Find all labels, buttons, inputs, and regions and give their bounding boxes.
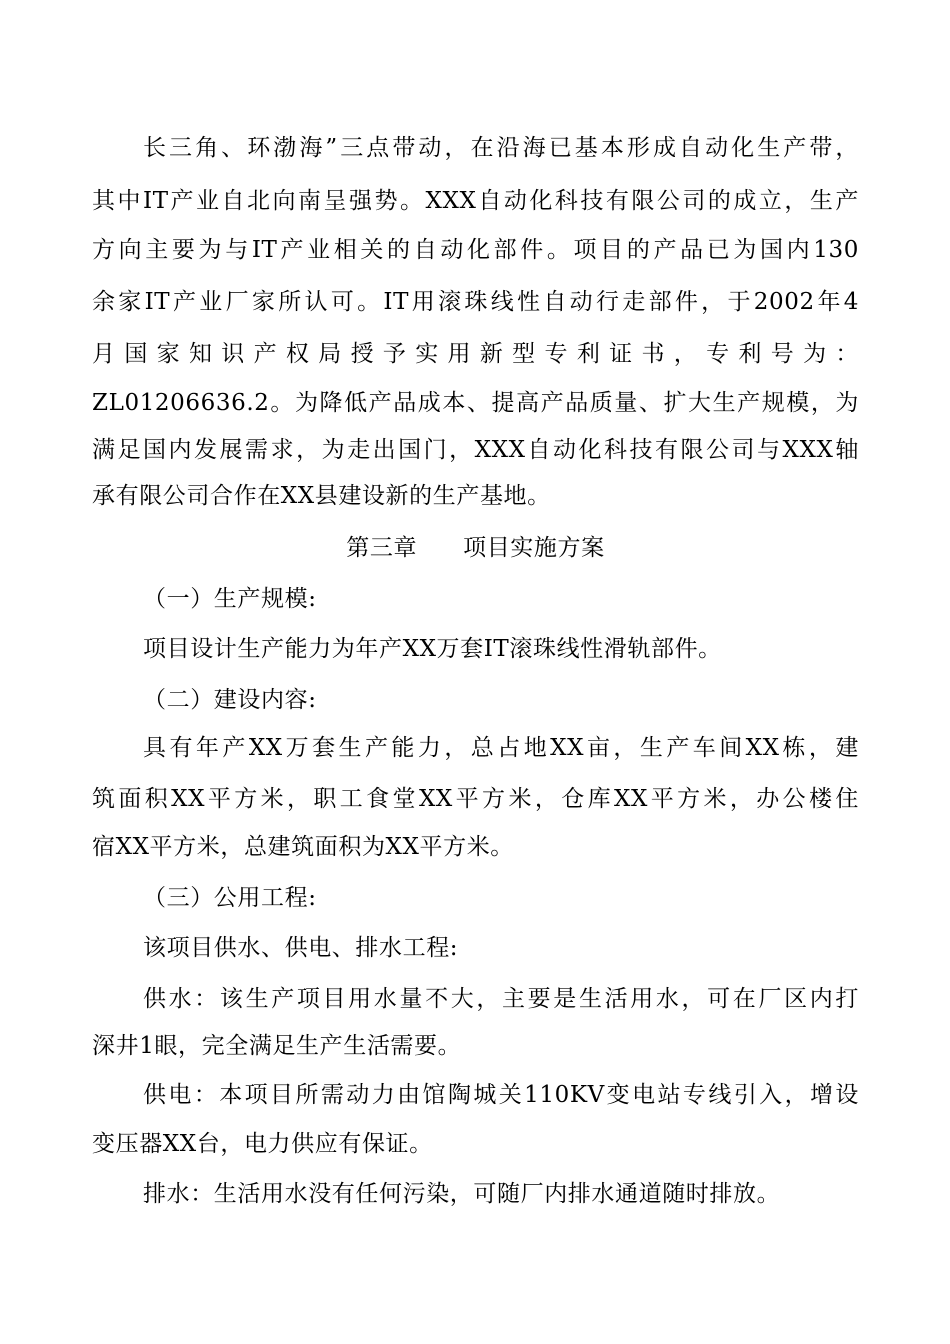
paragraph-line: 承有限公司合作在XX县建设新的生产基地。 — [92, 483, 551, 509]
chapter-number: 第三章 — [346, 535, 418, 561]
paragraph-line: 宿XX平方米，总建筑面积为XX平方米。 — [92, 834, 514, 860]
paragraph-line: 变压器XX台，电力供应有保证。 — [92, 1131, 433, 1157]
paragraph-line: 深井1眼，完全满足生产生活需要。 — [92, 1033, 462, 1059]
section-heading: （二）建设内容: — [143, 687, 317, 713]
paragraph-line: 满足国内发展需求，为走出国门，XXX自动化科技有限公司与XXX轴 — [92, 437, 859, 463]
paragraph-line: 方向主要为与IT产业相关的自动化部件。项目的产品已为国内130 — [92, 237, 859, 263]
paragraph-line: 供电：本项目所需动力由馆陶城关110KV变电站专线引入，增设 — [143, 1082, 859, 1108]
paragraph-line: 具有年产XX万套生产能力，总占地XX亩，生产车间XX栋，建 — [143, 735, 859, 761]
paragraph-line: 长三角、环渤海”三点带动，在沿海已基本形成自动化生产带， — [143, 135, 859, 161]
chapter-title: 项目实施方案 — [463, 535, 605, 561]
paragraph-line: 排水：生活用水没有任何污染，可随厂内排水通道随时排放。 — [143, 1181, 781, 1207]
section-intro: 该项目供水、供电、排水工程: — [143, 935, 459, 961]
paragraph-line: ZL01206636.2。为降低产品成本、提高产品质量、扩大生产规模，为 — [92, 390, 859, 416]
paragraph-line: 筑面积XX平方米，职工食堂XX平方米，仓库XX平方米，办公楼住 — [92, 786, 859, 812]
section-heading: （一）生产规模: — [143, 586, 317, 612]
paragraph-line: 月国家知识产权局授予实用新型专利证书，专利号为： — [92, 341, 859, 367]
chapter-heading — [92, 533, 859, 563]
paragraph-line: 余家IT产业厂家所认可。IT用滚珠线性自动行走部件，于2002年4 — [92, 289, 859, 315]
paragraph-line: 其中IT产业自北向南呈强势。XXX自动化科技有限公司的成立，生产 — [92, 188, 859, 214]
section-body: 项目设计生产能力为年产XX万套IT滚珠线性滑轨部件。 — [143, 636, 722, 662]
section-heading: （三）公用工程: — [143, 885, 317, 911]
paragraph-line: 供水：该生产项目用水量不大，主要是生活用水，可在厂区内打 — [143, 986, 859, 1012]
